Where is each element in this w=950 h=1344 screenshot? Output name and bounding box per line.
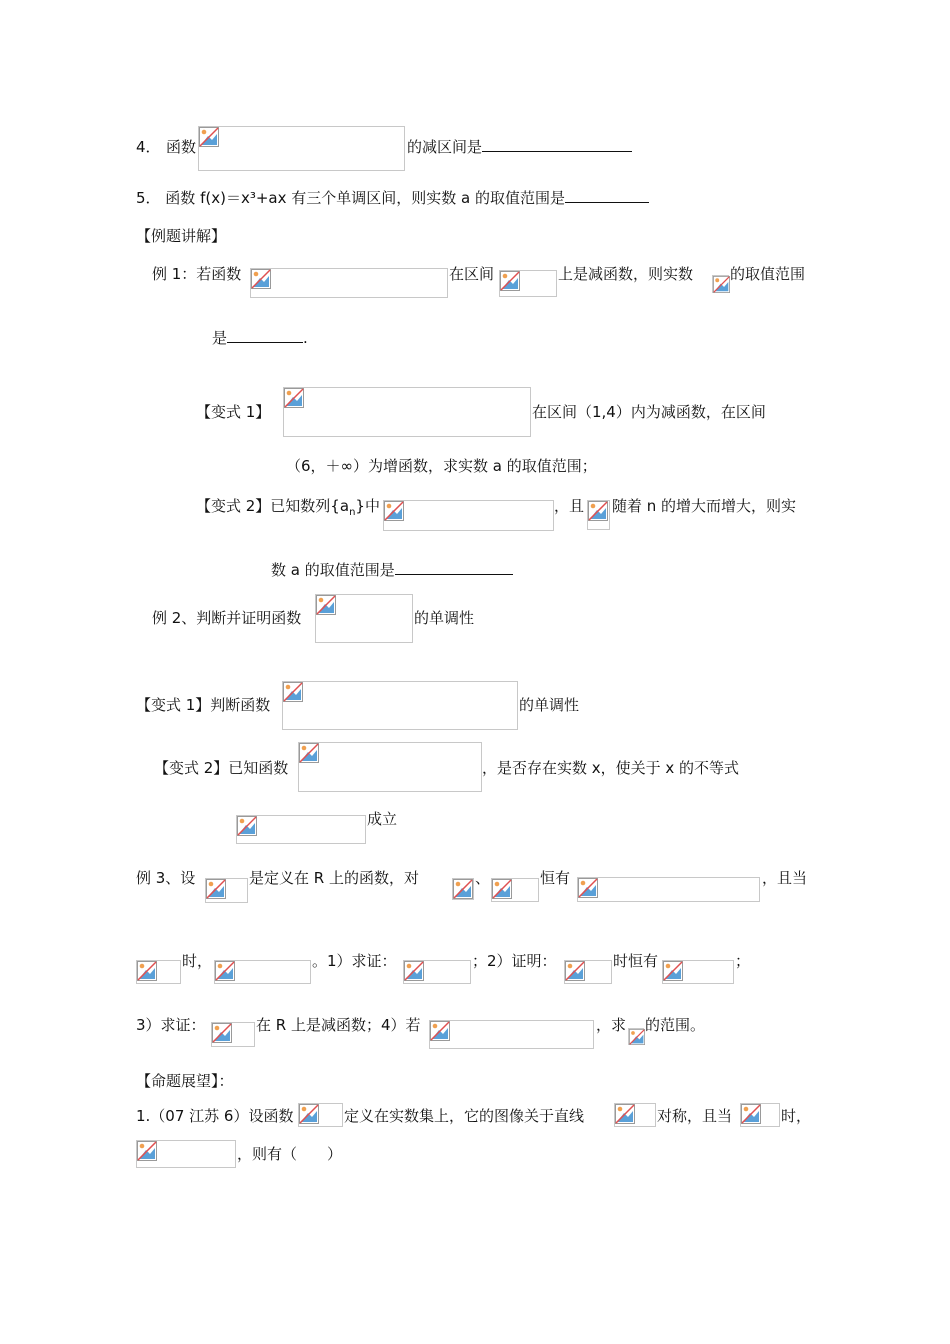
variant-text: ，是否存在实数 x，使关于 x 的不等式 (482, 759, 740, 777)
ex3-text: 恒有 (540, 869, 571, 887)
broken-image-icon (629, 1029, 645, 1045)
section-heading: 【命题展望】： (136, 1072, 234, 1090)
broken-image-icon (284, 388, 304, 408)
broken-image-icon (741, 1104, 761, 1124)
broken-image-icon (430, 1021, 450, 1041)
broken-image-icon (615, 1104, 635, 1124)
formula-image (740, 1103, 780, 1127)
broken-image-icon (299, 743, 319, 763)
broken-image-icon (404, 961, 424, 981)
formula-image (214, 960, 311, 984)
formula-image (499, 270, 557, 297)
broken-image-icon (215, 961, 235, 981)
variant-text-line2: 成立 (367, 810, 398, 828)
variant-text: ，且 (554, 497, 585, 515)
formula-image (211, 1022, 255, 1047)
broken-image-icon (237, 816, 257, 836)
p1-text: 1.（07 江苏 6）设函数 (136, 1107, 294, 1125)
formula-image (136, 1140, 236, 1168)
variant-text-line2: （6，＋∞）为增函数，求实数 a 的取值范围； (286, 457, 597, 475)
answer-blank[interactable] (565, 188, 649, 203)
formula-image (587, 500, 610, 530)
variant-text: 【变式 1】判断函数 (136, 696, 271, 714)
broken-image-icon (453, 879, 473, 899)
answer-blank[interactable] (482, 137, 632, 152)
broken-image-icon (500, 271, 520, 291)
variant-label: 【变式 1】 (196, 403, 271, 421)
ex3-text: ，且当 (762, 869, 808, 887)
broken-image-icon (316, 595, 336, 615)
answer-blank[interactable] (227, 328, 303, 343)
ex3-text: 在 R 上是减函数；4）若 (256, 1016, 421, 1034)
formula-image (564, 960, 612, 984)
ex2-text: 的单调性 (414, 609, 475, 627)
broken-image-icon (713, 276, 730, 293)
formula-image (614, 1103, 656, 1127)
q5-text: 5． 函数 f(x)＝x³+ax 有三个单调区间，则实数 a 的取值范围是 (136, 188, 649, 208)
formula-image (282, 681, 518, 730)
formula-image (577, 877, 760, 902)
broken-image-icon (588, 501, 608, 521)
q4-text-suffix: 的减区间是 (407, 137, 632, 157)
ex3-text: 时， (182, 952, 213, 970)
broken-image-icon (492, 879, 512, 899)
ex3-text: ； (735, 952, 751, 970)
formula-image (491, 878, 539, 902)
formula-image (205, 878, 248, 903)
broken-image-icon (299, 1104, 319, 1124)
ex1-text: 在区间 (449, 265, 495, 283)
broken-image-icon (137, 961, 157, 981)
ex1-text: 的取值范围 (730, 265, 806, 283)
formula-image (662, 960, 734, 984)
broken-image-icon (283, 682, 303, 702)
ex3-text: ，求 (596, 1016, 627, 1034)
broken-image-icon (565, 961, 585, 981)
p1-text: 时， (781, 1107, 812, 1125)
section-heading: 【例题讲解】 (136, 227, 227, 245)
ex3-text: 例 3、设 (136, 869, 196, 887)
p1-text: 对称，且当 (657, 1107, 733, 1125)
broken-image-icon (251, 269, 271, 289)
p1-text: ，则有（ ） (237, 1145, 343, 1163)
formula-image (429, 1020, 594, 1049)
formula-image (298, 1103, 343, 1127)
variant-text-line2: 数 a 的取值范围是 (271, 560, 513, 580)
ex3-text: 时恒有 (613, 952, 659, 970)
formula-image (198, 126, 405, 171)
broken-image-icon (137, 1141, 157, 1161)
ex3-text: ；2）证明： (472, 952, 557, 970)
broken-image-icon (578, 878, 598, 898)
ex3-text: 、 (475, 869, 491, 887)
ex1-text: 例 1：若函数 (152, 265, 242, 283)
formula-image (136, 960, 181, 984)
ex3-text: 的范围。 (645, 1016, 706, 1034)
formula-image (383, 500, 554, 531)
formula-image (250, 268, 448, 298)
variant-text: 【变式 2】已知函数 (154, 759, 289, 777)
ex2-text: 例 2、判断并证明函数 (152, 609, 302, 627)
broken-image-icon (212, 1023, 232, 1043)
q4-number: 4． (136, 138, 161, 156)
formula-image (298, 742, 482, 792)
broken-image-icon (206, 879, 226, 899)
variant-text: 【变式 2】已知数列$\{a_n\}$中 (196, 497, 380, 518)
p1-text: 定义在实数集上，它的图像关于直线 (344, 1107, 585, 1125)
ex3-text: 3）求证： (136, 1016, 206, 1034)
variant-text: 的单调性 (519, 696, 580, 714)
ex3-text: 。1）求证： (312, 952, 397, 970)
variant-text: 随着 n 的增大而增大，则实 (612, 497, 797, 515)
formula-image (283, 387, 531, 437)
formula-image (452, 878, 474, 900)
q4-text-prefix: 函数 (166, 138, 197, 156)
broken-image-icon (663, 961, 683, 981)
ex3-text: 是定义在 R 上的函数，对 (249, 869, 419, 887)
formula-image (628, 1028, 644, 1045)
answer-blank[interactable] (395, 560, 513, 575)
broken-image-icon (199, 127, 219, 147)
ex1-text: 上是减函数，则实数 (558, 265, 694, 283)
formula-image (403, 960, 471, 984)
formula-image (315, 594, 413, 643)
variant-text: 在区间（1,4）内为减函数，在区间 (532, 403, 766, 421)
formula-image (712, 275, 729, 293)
formula-image (236, 815, 366, 844)
ex1-text-line2: 是 . (212, 329, 308, 347)
broken-image-icon (384, 501, 404, 521)
